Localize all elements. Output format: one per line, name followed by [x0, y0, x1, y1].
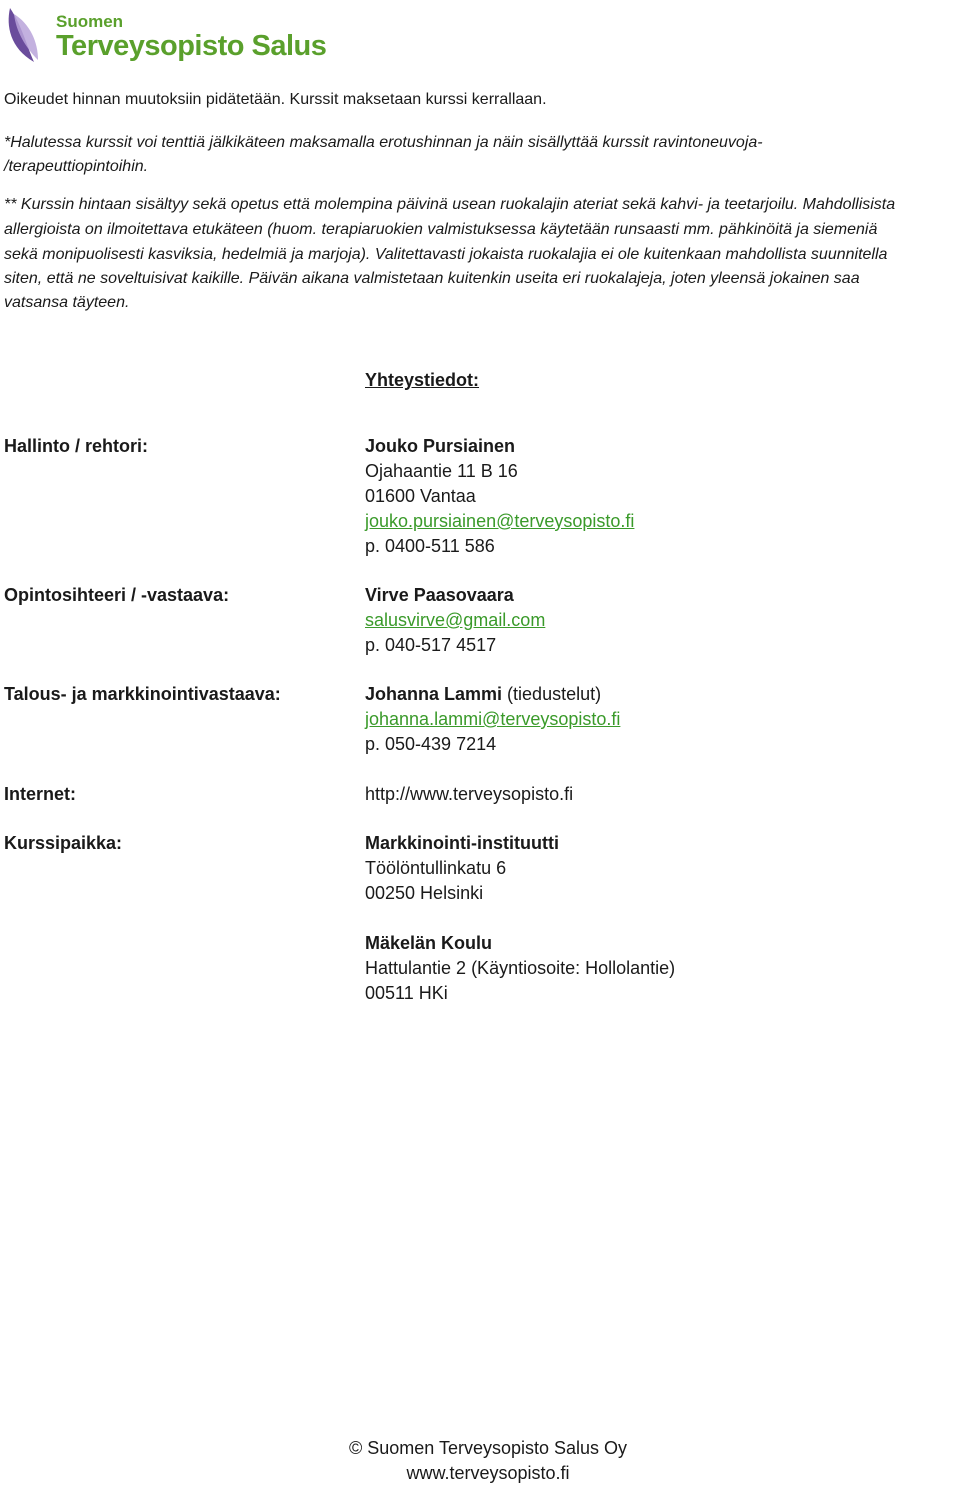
- exam-note-line-1: *Halutessa kurssit voi tenttiä jälkikäteen maksamalla erotushinnan ja näin sisällyttää kurssit ravintoneuvoja-: [4, 134, 763, 151]
- contacts-heading: Yhteystiedot:: [365, 370, 480, 390]
- marketing-label: Talous- ja markkinointivastaava:: [4, 684, 281, 704]
- venue1-address: Töölöntullinkatu 6: [365, 858, 507, 878]
- secretary-label: Opintosihteeri / -vastaava:: [4, 585, 230, 605]
- course-note-line-2: allergioista on ilmoitettava etukäteen (huom. terapiaruokien valmistuksessa käytetään runsaasti mm. pähkinöitä ja siemeniä: [4, 221, 878, 238]
- logo-text-big: Terveysopisto Salus: [56, 30, 327, 62]
- venue2-city: 00511 HKi: [365, 983, 448, 1003]
- admin-city: 01600 Vantaa: [365, 486, 476, 506]
- course-note-line-4: siten, että ne soveltuisivat kaikille. Päivän aikana valmistetaan kuitenkin useita eri ruokalajeja, joten yleensä jokainen saa: [4, 270, 860, 287]
- marketing-name: Johanna Lammi: [365, 684, 503, 704]
- venue1-name: Markkinointi-instituutti: [365, 833, 559, 853]
- marketing-email-link[interactable]: johanna.lammi@terveysopisto.fi: [365, 709, 621, 729]
- internet-label: Internet:: [4, 784, 76, 804]
- price-notice: Oikeudet hinnan muutoksiin pidätetään. Kurssit maksetaan kurssi kerrallaan.: [4, 91, 547, 108]
- admin-phone: p. 0400-511 586: [365, 536, 495, 556]
- secretary-phone: p. 040-517 4517: [365, 635, 497, 655]
- marketing-phone: p. 050-439 7214: [365, 734, 497, 754]
- course-note-line-1: ** Kurssin hintaan sisältyy sekä opetus että molempina päivinä usean ruokalajin ateriat sekä kahvi- ja teetarjoilu. Mahdollisista: [4, 196, 896, 213]
- course-note-line-5: vatsansa täyteen.: [4, 294, 130, 311]
- exam-note-line-2: /terapeuttiopintoihin.: [4, 158, 149, 175]
- secretary-email-link[interactable]: salusvirve@gmail.com: [365, 610, 546, 630]
- admin-label: Hallinto / rehtori:: [4, 436, 148, 456]
- footer: [0, 1436, 960, 1486]
- venue2-name: Mäkelän Koulu: [365, 933, 493, 953]
- footer-site: www.terveysopisto.fi: [406, 1463, 570, 1483]
- footer-copyright: © Suomen Terveysopisto Salus Oy: [348, 1438, 628, 1458]
- venue2-address: Hattulantie 2 (Käyntiosoite: Hollolantie): [365, 958, 676, 978]
- purple-leaf-icon: [4, 4, 52, 64]
- venue-label: Kurssipaikka:: [4, 833, 123, 853]
- admin-address: Ojahaantie 11 B 16: [365, 461, 518, 481]
- marketing-note: (tiedustelut): [507, 684, 602, 704]
- logo-text-small: Suomen: [56, 12, 124, 31]
- venue1-city: 00250 Helsinki: [365, 883, 484, 903]
- admin-email-link[interactable]: jouko.pursiainen@terveysopisto.fi: [365, 511, 635, 531]
- course-note-line-3: sekä monipuolisesti kasviksia, hedelmiä ja marjoja). Valitettavasti jokaista ruokalajia ei ole kuitenkaan mahdollista suunnitella: [4, 246, 888, 263]
- secretary-name: Virve Paasovaara: [365, 585, 514, 605]
- admin-name: Jouko Pursiainen: [365, 436, 516, 456]
- logo: [4, 4, 327, 64]
- marketing-name-line: [365, 682, 601, 707]
- website-link[interactable]: http://www.terveysopisto.fi: [365, 784, 574, 804]
